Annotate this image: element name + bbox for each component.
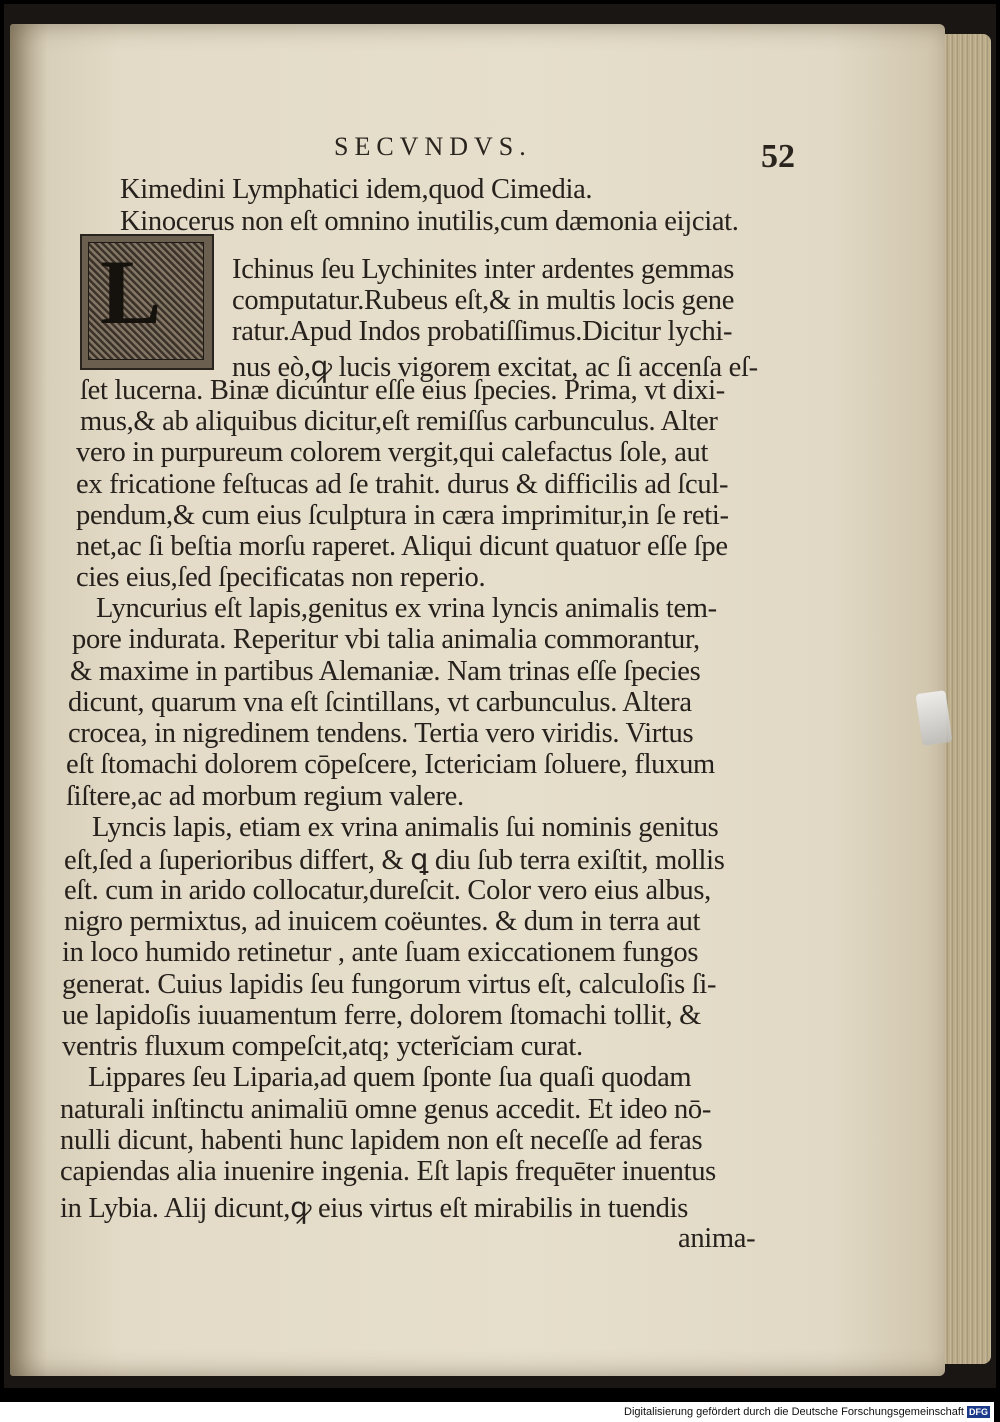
text-line: nulli dicunt, habenti hunc lapidem non eſt neceſſe ad feras: [60, 1125, 703, 1156]
text-line: pendum,& cum eius ſculptura in cæra imprimitur,in ſe reti-: [76, 500, 729, 531]
text-line: in Lybia. Alij dicunt,ꝙ eius virtus eſt mirabilis in tuendis: [60, 1193, 688, 1224]
text-line: crocea, in nigredinem tendens. Tertia vero viridis. Virtus: [68, 718, 694, 749]
dfg-logo: DFG: [969, 1407, 988, 1417]
initial-letter: L: [100, 241, 162, 343]
catchword: anima-: [678, 1223, 756, 1254]
scan-background: [4, 4, 996, 1388]
text-line: naturali inſtinctu animaliū omne genus accedit. Et ideo nō-: [60, 1094, 712, 1125]
text-line: generat. Cuius lapidis ſeu fungorum virtus eſt, calculoſis ſi-: [62, 969, 717, 1000]
decorated-initial: [80, 234, 214, 370]
text-line: eſt,ſed a ſuperioribus differt, & ꝗ diu ſub terra exiſtit, mollis: [64, 845, 725, 876]
text-line: vero in purpureum colorem vergit,qui calefactus ſole, aut: [76, 437, 709, 468]
footer-credit: Digitalisierung gefördert durch die Deutsche Forschungsgemeinschaft: [624, 1406, 964, 1418]
text-line: ex fricatione feſtucas ad ſe trahit. durus & difficilis ad ſcul-: [76, 469, 729, 500]
text-line: mus,& ab aliquibus dicitur,eſt remiſſus carbunculus. Alter: [80, 406, 718, 437]
folio-number: 52: [761, 138, 795, 175]
text-line: pore indurata. Reperitur vbi talia animalia commorantur,: [72, 624, 700, 655]
text-line: ſet lucerna. Binæ dicuntur eſſe eius ſpecies. Prima, vt dixi-: [80, 375, 725, 406]
running-header: SECVNDVS.: [334, 132, 532, 161]
text-line: in loco humido retinetur , ante ſuam exiccationem fungos: [62, 937, 699, 968]
text-line: Lippares ſeu Liparia,ad quem ſponte ſua quaſi quodam: [88, 1062, 692, 1093]
text-line: nus eò,ꝙ lucis vigorem excitat, ac ſi accenſa eſ-: [232, 352, 758, 383]
text-line: computatur.Rubeus eſt,& in multis locis gene: [232, 285, 735, 316]
text-line: nigro permixtus, ad inuicem coëuntes. & dum in terra aut: [64, 906, 701, 937]
footer-bar: [0, 1402, 994, 1422]
text-line: Lyncis lapis, etiam ex vrina animalis ſui nominis genitus: [92, 812, 719, 843]
text-line: Ichinus ſeu Lychinites inter ardentes gemmas: [232, 254, 735, 285]
text-line: ſiſtere,ac ad morbum regium valere.: [66, 781, 464, 812]
text-line: dicunt, quarum vna eſt ſcintillans, vt carbunculus. Altera: [68, 687, 692, 718]
text-line: ue lapidoſis iuuamentum ferre, dolorem ſtomachi tollit, &: [62, 1000, 702, 1031]
text-line: cies eius,ſed ſpecificatas non reperio.: [76, 562, 486, 593]
text-line: eſt ſtomachi dolorem cōpeſcere, Ictericiam ſoluere, fluxum: [66, 749, 715, 780]
text-line: ventris fluxum compeſcit,atq; ycterĭciam curat.: [62, 1031, 583, 1062]
text-line: & maxime in partibus Alemaniæ. Nam trinas eſſe ſpecies: [70, 656, 701, 687]
text-line: ratur.Apud Indos probatiſſimus.Dicitur lychi-: [232, 316, 733, 347]
text-line: net,ac ſi beſtia morſu raperet. Aliqui dicunt quatuor eſſe ſpe: [76, 531, 728, 562]
text-line: capiendas alia inuenire ingenia. Eſt lapis frequēter inuentus: [60, 1156, 716, 1187]
text-line: eſt. cum in arido collocatur,dureſcit. Color vero eius albus,: [64, 875, 711, 906]
text-line: Kimedini Lymphatici idem,quod Cimedia.: [120, 174, 593, 205]
text-line: Lyncurius eſt lapis,genitus ex vrina lyncis animalis tem-: [96, 593, 717, 624]
text-line: Kinocerus non eſt omnino inutilis,cum dæmonia eijciat.: [120, 206, 739, 237]
